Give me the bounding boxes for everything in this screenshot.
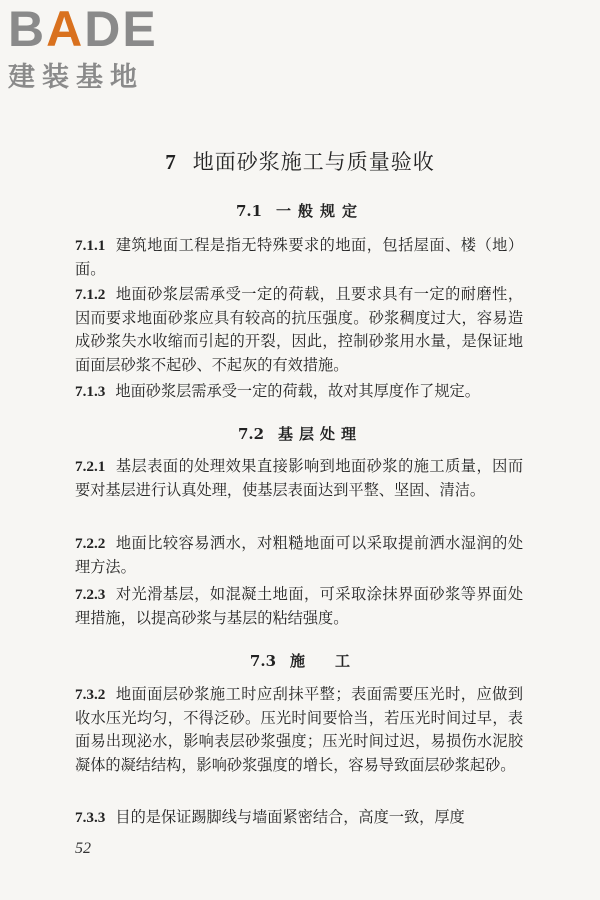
section-heading-7-2: 7.2 基层处理 xyxy=(237,425,363,443)
logo xyxy=(8,1,178,94)
chapter-number: 7 xyxy=(165,150,177,174)
page-number: 52 xyxy=(75,840,91,857)
logo-subtitle: 建装基地 xyxy=(8,62,144,93)
clause-7-2-2: 7.2.2 地面比较容易洒水，对粗糙地面可以采取提前洒水湿润的处理方法。 xyxy=(75,534,523,576)
chapter-title-text: 地面砂浆施工与质量验收 xyxy=(192,150,435,174)
clause-7-2-3: 7.2.3 对光滑基层，如混凝土地面，可采取涂抹界面砂浆等界面处理措施，以提高砂浆与基层的粘结强度。 xyxy=(75,585,523,627)
logo-wordmark: BADE xyxy=(8,1,158,57)
logo-accent-letter: A xyxy=(46,1,85,57)
clause-7-1-2: 7.1.2 地面砂浆层需承受一定的荷载，且要求具有一定的耐磨性，因而要求地面砂浆应具有较高的抗压强度。砂浆稠度过大，容易造成砂浆失水收缩而引起的开裂，因此，控制砂浆用水量，是保证地面面层砂浆不起砂、不起灰的有效措施。 xyxy=(75,285,523,374)
section-heading-7-1: 7.1 一般规定 xyxy=(235,202,365,220)
clause-7-1-3: 7.1.3 地面砂浆层需承受一定的荷载，故对其厚度作了规定。 xyxy=(75,382,480,400)
clause-7-2-1: 7.2.1 基层表面的处理效果直接影响到地面砂浆的施工质量，因而要对基层进行认真处理，使基层表面达到平整、坚固、清洁。 xyxy=(75,457,523,499)
section-heading-7-3: 7.3 施 工 xyxy=(249,652,351,670)
clause-7-1-1: 7.1.1 建筑地面工程是指无特殊要求的地面，包括屋面、楼（地）面。 xyxy=(75,236,523,278)
clause-7-3-3: 7.3.3 目的是保证踢脚线与墙面紧密结合，高度一致，厚度 xyxy=(75,808,465,826)
chapter-title xyxy=(0,146,600,176)
clause-7-3-2: 7.3.2 地面面层砂浆施工时应刮抹平整；表面需要压光时，应做到收水压光均匀，不得泛砂。压光时间要恰当，若压光时间过早，表面易出现泌水，影响表层砂浆强度；压光时间过迟，易损伤水泥胶凝体的凝结结构，影响砂浆强度的增长，容易导致面层砂浆起砂。 xyxy=(75,685,523,774)
